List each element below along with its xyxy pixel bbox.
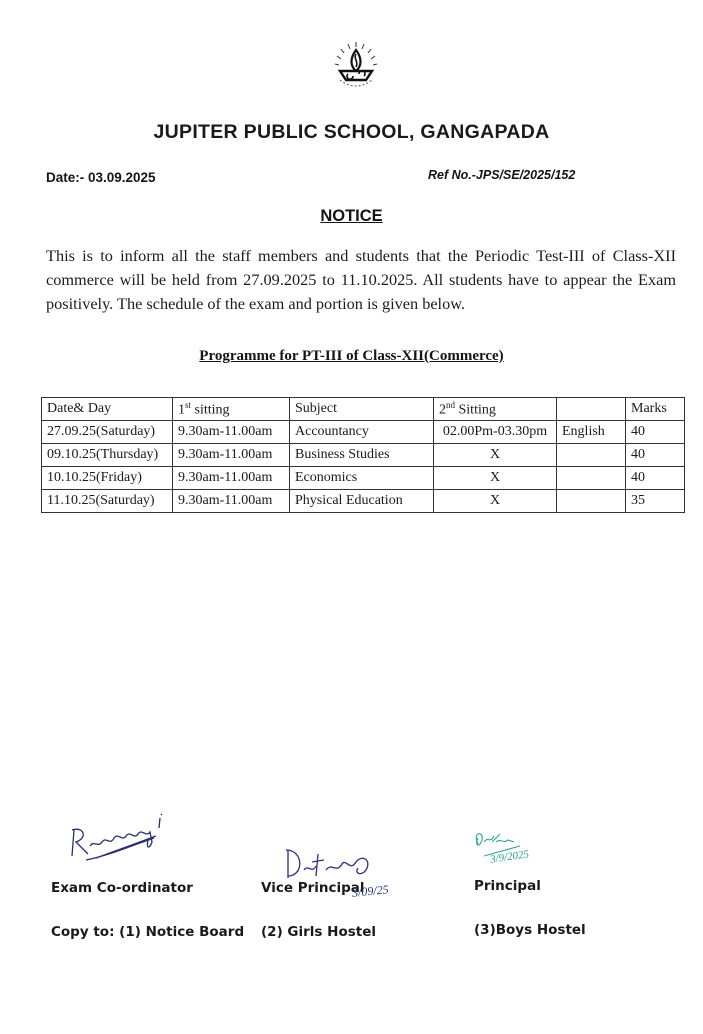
notice-date: Date:- 03.09.2025 [46, 170, 156, 185]
header-first-sitting-text: sitting [191, 402, 230, 418]
reference-number: Ref No.-JPS/SE/2025/152 [428, 168, 576, 182]
cell-first-sitting: 9.30am-11.00am [173, 467, 290, 490]
cell-marks: 40 [626, 421, 685, 444]
cell-marks: 40 [626, 467, 685, 490]
header-second-subject [557, 398, 626, 421]
cell-subject: Economics [290, 467, 434, 490]
exam-schedule-table [41, 397, 685, 513]
cell-second-sitting: X [434, 467, 557, 490]
cell-marks: 40 [626, 444, 685, 467]
cell-second-subject [557, 490, 626, 513]
cell-date-day: 27.09.25(Saturday) [42, 421, 173, 444]
cell-second-subject [557, 444, 626, 467]
copy-to-girls-hostel: (2) Girls Hostel [261, 924, 377, 940]
cell-subject: Accountancy [290, 421, 434, 444]
cell-date-day: 11.10.25(Saturday) [42, 490, 173, 513]
exam-coordinator-signature [66, 808, 186, 868]
header-date-day: Date& Day [42, 398, 173, 421]
header-second-sitting-num: 2 [439, 402, 446, 418]
cell-marks: 35 [626, 490, 685, 513]
vice-principal-label: Vice Principal [261, 880, 365, 896]
school-logo-icon [328, 38, 384, 94]
header-second-sitting [434, 398, 557, 421]
table-row [42, 421, 685, 444]
copy-to-notice-board: Copy to: (1) Notice Board [51, 924, 245, 940]
cell-second-sitting: 02.00Pm-03.30pm [434, 421, 557, 444]
notice-paragraph: This is to inform all the staff members and students that the Periodic Test-III of Class-XII commerce will be held from 27.09.2025 to 11.10.2025. All students have to appear the Exam positively. The schedule of the exam and portion is given below. [46, 246, 676, 313]
cell-date-day: 09.10.25(Thursday) [42, 444, 173, 467]
cell-second-subject [557, 467, 626, 490]
cell-second-subject: English [557, 421, 626, 444]
header-second-sitting-text: Sitting [455, 402, 496, 418]
principal-label: Principal [474, 878, 541, 894]
cell-second-sitting: X [434, 490, 557, 513]
cell-first-sitting: 9.30am-11.00am [173, 490, 290, 513]
exam-coordinator-label: Exam Co-ordinator [51, 880, 193, 896]
table-row [42, 467, 685, 490]
cell-second-sitting: X [434, 444, 557, 467]
header-first-sitting-sup: st [185, 399, 192, 410]
header-marks: Marks [626, 398, 685, 421]
header-first-sitting-num: 1 [178, 402, 185, 418]
vice-principal-signature [282, 846, 382, 882]
schedule-title: Programme for PT-III of Class-XII(Commerce) [199, 348, 504, 364]
table-row [42, 444, 685, 467]
principal-date-note: 3/9/2025 [489, 848, 530, 866]
vice-principal-date-note: 3/09/25 [351, 882, 390, 900]
cell-date-day: 10.10.25(Friday) [42, 467, 173, 490]
header-first-sitting [173, 398, 290, 421]
school-name: JUPITER PUBLIC SCHOOL, GANGAPADA [153, 121, 550, 143]
cell-subject: Business Studies [290, 444, 434, 467]
cell-subject: Physical Education [290, 490, 434, 513]
notice-title: NOTICE [320, 207, 383, 225]
table-header-row [42, 398, 685, 421]
cell-first-sitting: 9.30am-11.00am [173, 421, 290, 444]
header-second-sitting-sup: nd [446, 399, 455, 410]
copy-to-boys-hostel: (3)Boys Hostel [474, 922, 586, 938]
table-row [42, 490, 685, 513]
header-subject: Subject [290, 398, 434, 421]
cell-first-sitting: 9.30am-11.00am [173, 444, 290, 467]
